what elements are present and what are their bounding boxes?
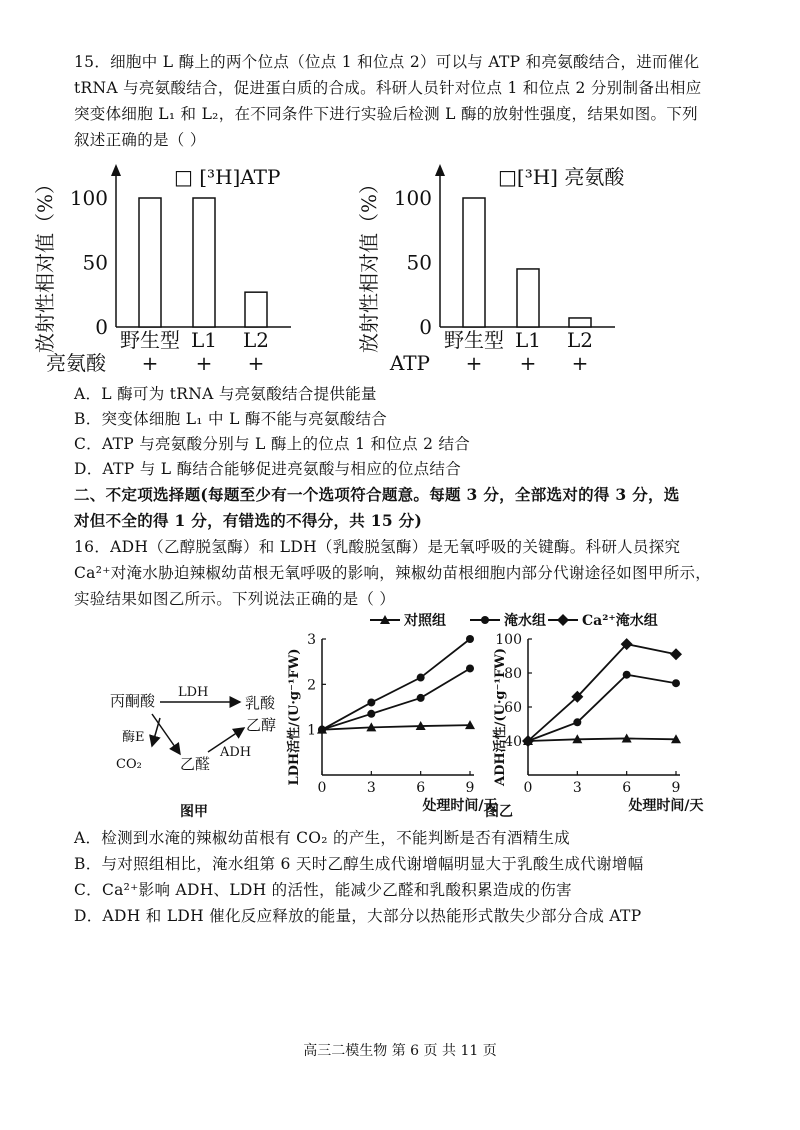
bar-y-tick-0: 0 [419,315,432,339]
bar-y-label: 放射性相对值（%） [357,173,381,354]
line-x-label: 处理时间/天 [422,798,498,814]
bar-condition-mark-2: + [195,351,213,375]
series-line-2 [528,644,676,741]
line-x-tick-3: 3 [572,780,582,796]
q15-line-3: 突变体细胞 L₁ 和 L₂，在不同条件下进行实验后检测 L 酶的放射性强度，结果如图。下列 [74,105,698,123]
bar-category-3: L2 [242,328,270,352]
q15-option-d: D．ATP 与 L 酶结合能够促进亮氨酸与相应的位点结合 [74,460,462,478]
legend-marker-2 [481,616,489,624]
series-3-point-2 [573,718,581,726]
pathway-arrow-co2 [152,718,160,746]
q15-bar-charts [0,150,800,375]
bar-1 [463,198,485,327]
pathway-caption: 图甲 [180,804,208,820]
line-x-tick-6: 6 [622,780,632,796]
line-y-tick-40: 40 [504,734,522,750]
bar-chart-2 [357,164,625,375]
series-line-2 [322,639,470,730]
legend-marker-3 [557,614,569,626]
series-3-point-3 [623,671,631,679]
series-2-point-2 [367,698,375,706]
line-y-label: ADH活性/(U·g⁻¹FW) [493,647,508,787]
bar-condition-mark-3: + [247,351,265,375]
series-line-3 [528,675,676,741]
pathway-ldh: LDH [178,685,209,700]
bar-condition-mark-2: + [519,351,537,375]
line-x-label: 处理时间/天 [628,798,704,814]
series-3-point-4 [672,679,680,687]
bar-y-label: 放射性相对值（%） [33,173,57,354]
q16-option-d: D．ADH 和 LDH 催化反应释放的能量，大部分以热能形式散失少部分合成 ATP [74,907,642,925]
line-y-tick-1: 1 [307,722,316,739]
line-figure-caption: 图乙 [485,804,513,820]
section2-line-2: 对但不全的得 1 分，有错选的不得分，共 15 分) [74,511,423,530]
bar-condition-mark-1: + [141,351,159,375]
bar-y-tick-100: 100 [393,186,432,210]
q16-line-1: 16．ADH（乙醇脱氢酶）和 LDH（乳酸脱氢酶）是无氧呼吸的关键酶。科研人员探究 [74,538,681,556]
bar-category-1: 野生型 [120,328,180,352]
pathway-pyruvate: 丙酮酸 [110,692,156,710]
line-y-label: LDH活性/(U·g⁻¹FW) [287,648,302,786]
bar-category-3: L2 [566,328,594,352]
series-3-point-1 [318,726,326,734]
bar-legend: □[³H] 亮氨酸 [498,165,625,189]
q16-option-c: C．Ca²⁺影响 ADH、LDH 的活性，能减少乙醛和乳酸积累造成的伤害 [74,881,572,899]
bar-chart-1 [33,164,291,375]
bar-y-tick-50: 50 [406,250,432,275]
series-2-point-3 [417,674,425,682]
series-3-point-3 [417,694,425,702]
line-x-tick-0: 0 [317,780,327,796]
pathway-enzyme-e: 酶E [122,730,145,745]
q16-option-b: B．与对照组相比，淹水组第 6 天时乙醇生成代谢增幅明显大于乳酸生成代谢增幅 [74,855,644,873]
legend-label-2: 淹水组 [504,613,546,629]
line-x-tick-6: 6 [416,780,426,796]
series-3-point-4 [466,664,474,672]
series-2-point-4 [466,635,474,643]
series-2-point-4 [670,648,682,660]
bar-condition-mark-1: + [465,351,483,375]
line-y-tick-100: 100 [495,632,522,648]
pathway-acetaldehyde: 乙醛 [180,755,211,773]
bar-category-2: L1 [514,328,542,352]
bar-y-tick-100: 100 [69,186,108,210]
bar-2 [193,198,215,327]
q16-line-3: 实验结果如图乙所示。下列说法正确的是（ ） [74,590,396,608]
bar-y-arrow [111,164,121,176]
bar-category-1: 野生型 [444,328,504,352]
series-3-point-2 [367,710,375,718]
line-y-tick-2: 2 [307,677,316,694]
q15-option-c: C．ATP 与亮氨酸分别与 L 酶上的位点 1 和位点 2 结合 [74,435,471,453]
line-chart-legend [370,612,658,629]
pathway-co2: CO₂ [116,757,142,772]
pathway-lactate: 乳酸 [245,694,276,712]
adh-line-chart [492,632,704,814]
bar-1 [139,198,161,327]
series-line-1 [528,738,676,741]
bar-category-2: L1 [190,328,218,352]
section2-line-1: 二、不定项选择题(每题至少有一个选项符合题意。每题 3 分，全部选对的得 3 分，选 [74,485,680,504]
page-footer: 高三二模生物 第 6 页 共 11 页 [303,1043,497,1059]
line-x-tick-3: 3 [366,780,376,796]
line-x-tick-0: 0 [523,780,533,796]
pathway-adh: ADH [220,745,252,760]
q16-figure [0,606,800,826]
bar-y-tick-50: 50 [82,250,108,275]
series-line-1 [322,725,470,730]
bar-3 [245,292,267,327]
metabolic-pathway-diagram [110,685,276,820]
q15-line-4: 叙述正确的是（ ） [74,131,206,149]
pathway-ethanol: 乙醇 [246,716,277,734]
line-y-tick-60: 60 [504,700,522,716]
series-line-3 [322,668,470,729]
bar-condition-label: 亮氨酸 [46,351,106,375]
line-x-tick-9: 9 [465,780,475,796]
legend-label-3: Ca²⁺淹水组 [582,613,658,629]
q16-line-2: Ca²⁺对淹水胁迫辣椒幼苗根无氧呼吸的影响，辣椒幼苗根细胞内部分代谢途径如图甲所示， [74,564,712,582]
q15-option-b: B．突变体细胞 L₁ 中 L 酶不能与亮氨酸结合 [74,410,388,428]
line-x-tick-9: 9 [671,780,681,796]
legend-label-1: 对照组 [404,613,446,629]
bar-3 [569,318,591,327]
bar-condition-mark-3: + [571,351,589,375]
q15-option-a: A．L 酶可为 tRNA 与亮氨酸结合提供能量 [74,385,377,403]
bar-2 [517,269,539,327]
line-y-tick-3: 3 [307,632,316,648]
ldh-line-chart [286,632,498,814]
q15-line-1: 15．细胞中 L 酶上的两个位点（位点 1 和位点 2）可以与 ATP 和亮氨酸结合，进而催化 [74,53,700,71]
q16-option-a: A．检测到水淹的辣椒幼苗根有 CO₂ 的产生，不能判断是否有酒精生成 [74,829,571,847]
line-y-tick-80: 80 [504,666,522,682]
q15-line-2: tRNA 与亮氨酸结合，促进蛋白质的合成。科研人员针对位点 1 和位点 2 分别制备出相应 [74,79,702,97]
bar-legend: □ [³H]ATP [174,165,281,189]
bar-y-arrow [435,164,445,176]
bar-y-tick-0: 0 [95,315,108,339]
bar-condition-label: ATP [389,351,430,375]
series-3-point-1 [524,737,532,745]
